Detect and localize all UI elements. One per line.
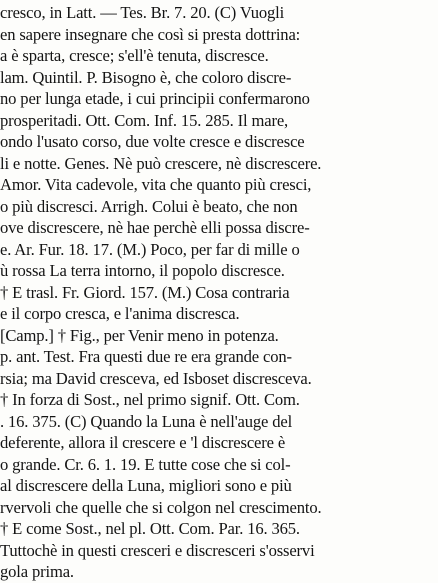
text-line-18: rsia; ma David cresceva, ed Isboset discresceva.	[0, 369, 312, 388]
text-line-23: al discrescere della Luna, migliori sono e più	[0, 476, 292, 495]
text-line-24: rvervoli che quelle che si colgon nel crescimento.	[0, 498, 322, 517]
text-line-5: no per lunga etade, i cui principii confermarono	[0, 89, 310, 108]
text-line-7: ondo l'usato corso, due volte cresce e discresce	[0, 132, 305, 151]
text-line-8: li e notte. Genes. Nè può crescere, nè discrescere.	[0, 154, 322, 173]
text-line-13: ù rossa La terra intorno, il popolo discresce.	[0, 261, 285, 280]
text-line-2: en sapere insegnare che così si presta dottrina:	[0, 25, 301, 44]
text-line-14: † E trasl. Fr. Giord. 157. (M.) Cosa contraria	[0, 283, 290, 302]
text-line-4: lam. Quintil. P. Bisogno è, che coloro discre-	[0, 68, 292, 87]
text-line-22: o grande. Cr. 6. 1. 19. E tutte cose che si col-	[0, 455, 291, 474]
text-line-15: e il corpo cresca, e l'anima discresca.	[0, 304, 240, 323]
text-line-20: . 16. 375. (C) Quando la Luna è nell'auge del	[0, 412, 293, 431]
text-line-12: e. Ar. Fur. 18. 17. (M.) Poco, per far di mille o	[0, 240, 300, 259]
text-line-26: Tuttochè in questi cresceri e discresceri s'osservi	[0, 541, 315, 560]
text-line-27: gola prima.	[0, 562, 74, 581]
text-line-9: Amor. Vita cadevole, vita che quanto più cresci,	[0, 175, 312, 194]
text-line-25: † E come Sost., nel pl. Ott. Com. Par. 16. 365.	[0, 519, 300, 538]
text-line-19: † In forza di Sost., nel primo signif. Ott. Com.	[0, 390, 300, 409]
text-line-16: [Camp.] † Fig., per Venir meno in potenza.	[0, 326, 279, 345]
text-line-6: prosperitadi. Ott. Com. Inf. 15. 285. Il mare,	[0, 111, 289, 130]
text-line-1: cresco, in Latt. — Tes. Br. 7. 20. (C) Vuogli	[0, 3, 285, 22]
text-line-11: ove discrescere, nè hae perchè elli possa discre-	[0, 218, 310, 237]
text-line-21: deferente, allora il crescere e 'l discrescere è	[0, 433, 286, 452]
text-line-3: a è sparta, cresce; s'ell'è tenuta, discresce.	[0, 46, 269, 65]
text-line-17: p. ant. Test. Fra questi due re era grande con-	[0, 347, 292, 366]
text-line-10: o più discresci. Arrigh. Colui è beato, che non	[0, 197, 298, 216]
